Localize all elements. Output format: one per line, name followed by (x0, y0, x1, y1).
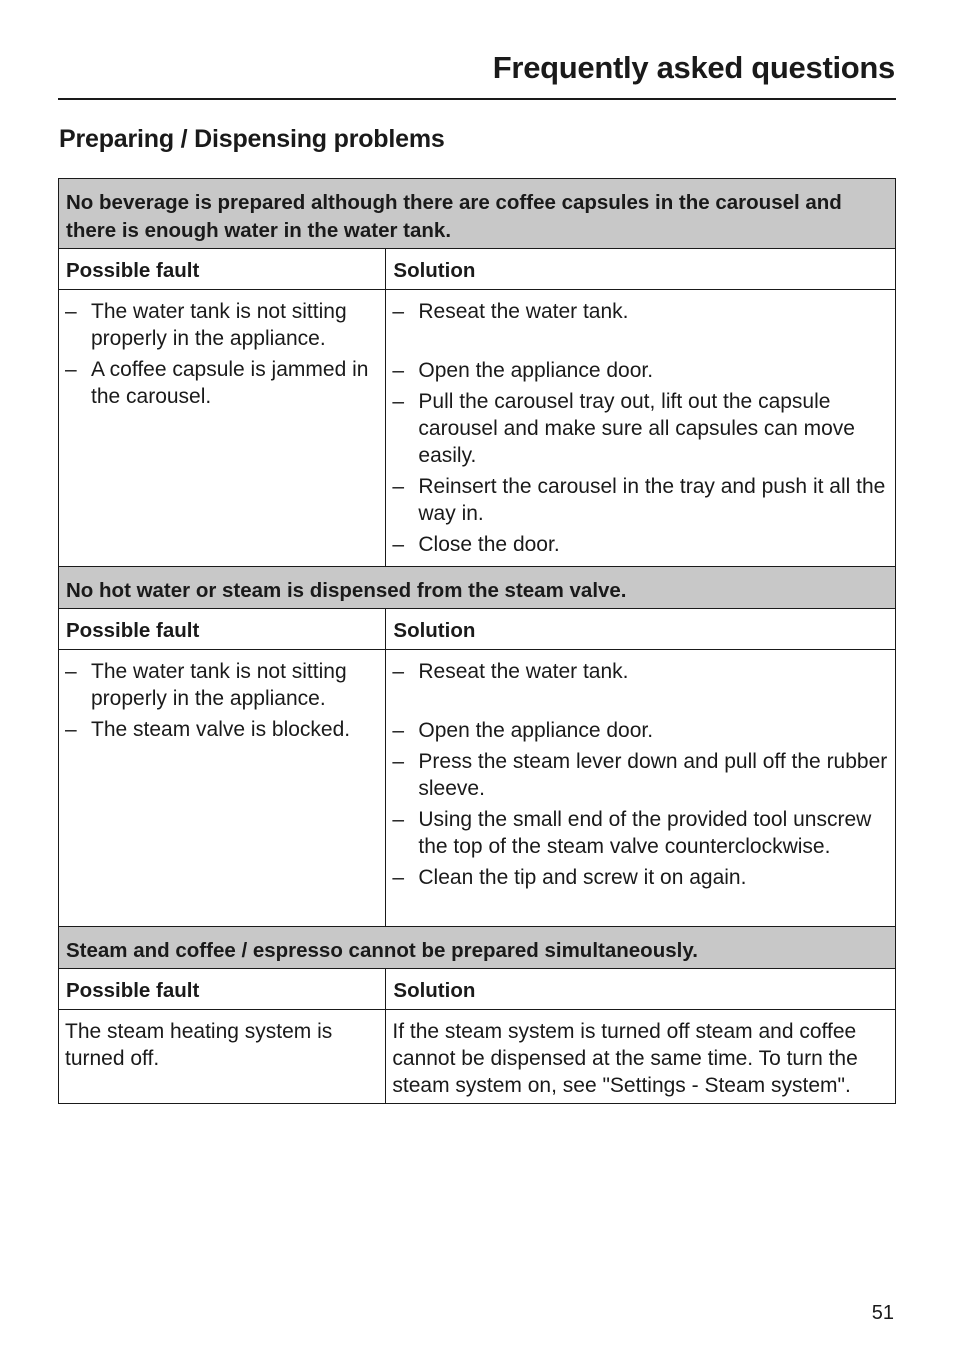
fault-cell (59, 1010, 386, 1104)
fault-list (65, 658, 379, 743)
solution-cell (386, 650, 896, 927)
solution-text: If the steam system is turned off steam and coffee cannot be dispensed at the same time. To turn the steam system on, see "Settings - Steam system". (392, 1020, 858, 1097)
solution-item: – Close the door. (392, 531, 889, 558)
table-row (59, 290, 896, 567)
solution-item: – Reseat the water tank. (392, 298, 889, 325)
fault-list (65, 298, 379, 410)
problem-row (59, 567, 896, 609)
solution-item: – Reseat the water tank. (392, 658, 889, 685)
solution-cell (386, 290, 896, 567)
problem-title: No beverage is prepared although there are coffee capsules in the carousel and there is enough water in the water tank. (59, 179, 896, 249)
problem-title: No hot water or steam is dispensed from the steam valve. (59, 567, 896, 609)
solution-item: – Clean the tip and screw it on again. (392, 864, 889, 891)
title-divider (58, 98, 896, 100)
problem-title: Steam and coffee / espresso cannot be prepared simultaneously. (59, 927, 896, 969)
solution-cell (386, 1010, 896, 1104)
fault-cell (59, 650, 386, 927)
page-title: Frequently asked questions (492, 50, 895, 85)
solution-column-header: Solution (386, 609, 896, 650)
column-header-row (59, 249, 896, 290)
section-heading: Preparing / Dispensing problems (59, 125, 445, 153)
solution-column-header: Solution (386, 249, 896, 290)
fault-column-header: Possible fault (59, 249, 386, 290)
problem-row (59, 927, 896, 969)
solution-item: – Open the appliance door. (392, 717, 889, 744)
fault-cell (59, 290, 386, 567)
fault-text: The steam heating system is turned off. (65, 1020, 333, 1070)
problem-row (59, 179, 896, 249)
solution-column-header: Solution (386, 969, 896, 1010)
fault-item: – The water tank is not sitting properly in the appliance. (65, 298, 379, 352)
solution-list (392, 658, 889, 891)
column-header-row (59, 609, 896, 650)
table-row (59, 650, 896, 927)
faq-table (58, 178, 896, 1104)
solution-item: – Open the appliance door. (392, 357, 889, 384)
fault-column-header: Possible fault (59, 969, 386, 1010)
fault-column-header: Possible fault (59, 609, 386, 650)
solution-list (392, 298, 889, 558)
column-header-row (59, 969, 896, 1010)
fault-item: – The steam valve is blocked. (65, 716, 379, 743)
table-row (59, 1010, 896, 1104)
fault-item: – The water tank is not sitting properly in the appliance. (65, 658, 379, 712)
page-number: 51 (871, 1302, 894, 1324)
fault-item: – A coffee capsule is jammed in the carousel. (65, 356, 379, 410)
solution-item: – Reinsert the carousel in the tray and push it all the way in. (392, 473, 889, 527)
solution-item: – Using the small end of the provided tool unscrew the top of the steam valve counterclockwise. (392, 806, 889, 860)
solution-item: – Press the steam lever down and pull off the rubber sleeve. (392, 748, 889, 802)
solution-item: – Pull the carousel tray out, lift out the capsule carousel and make sure all capsules can move easily. (392, 388, 889, 469)
